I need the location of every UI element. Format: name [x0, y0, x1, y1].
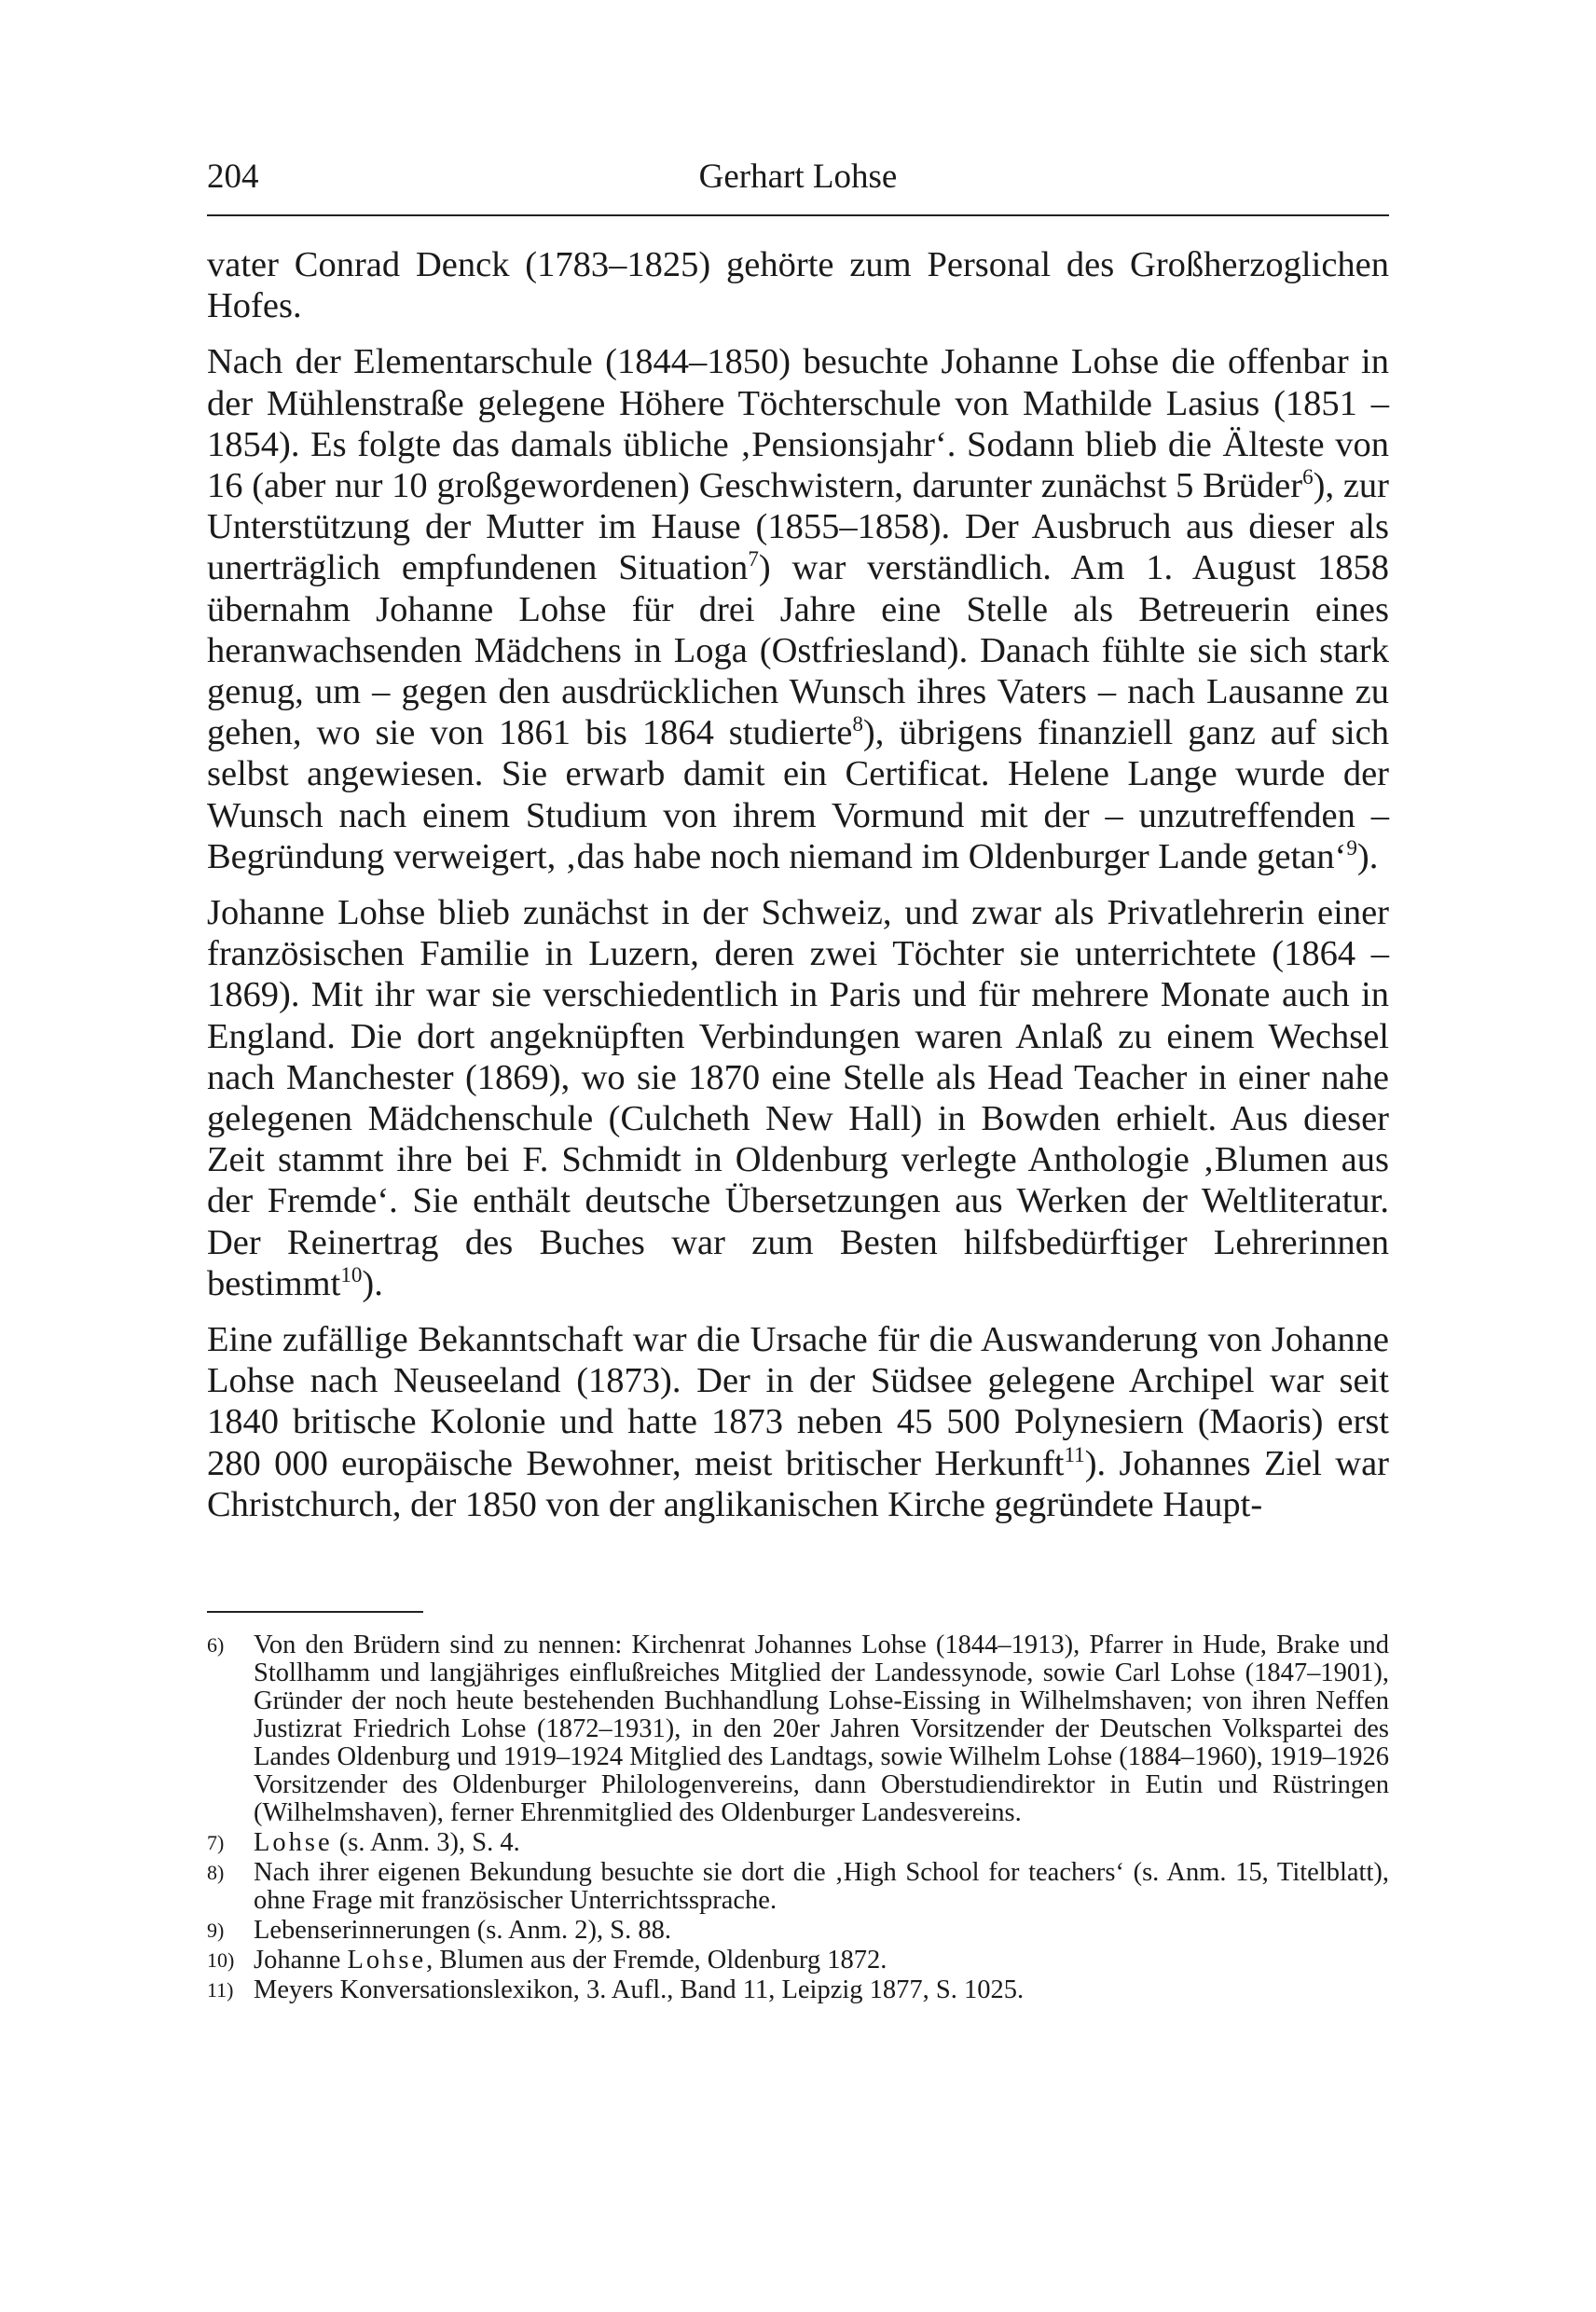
body-text [207, 244, 1389, 1540]
text-run: Meyers Konversationslexikon, 3. Aufl., Band 11, Leipzig 1877, S. 1025. [254, 1975, 1025, 2004]
text-run: ), zur Unterstützung der Mutter im Hause (1855–1858). Der Ausbruch aus dieser als unerträglich empfundenen Situation [207, 466, 1389, 588]
footnote-reference: 9 [1346, 835, 1357, 860]
text-run: Nach ihrer eigenen Bekundung besuchte sie dort die ‚High School for teachers‘ (s. Anm. 15, Titelblatt), ohne Frage mit französischer Unterrichtssprache. [254, 1858, 1389, 1915]
text-run: ). [1356, 836, 1379, 876]
text-run: Johanne Lohse blieb zunächst in der Schweiz, und zwar als Privatlehrerin einer französischen Familie in Luzern, deren zwei Töchter sie unterrichtete (1864 – 1869). Mit ihr war sie verschiedentlich in Paris und für mehrere Monate auch in England. Die dort angeknüpften Verbindungen waren Anlaß zu einem Wechsel nach Manchester (1869), wo sie 1870 eine Stelle als Head Teacher in einer nahe gelegenen Mädchenschule (Culcheth New Hall) in Bowden erhielt. Aus dieser Zeit stammt ihre bei F. Schmidt in Oldenburg verlegte Anthologie ‚Blumen aus der Fremde‘. Sie enthält deutsche Übersetzungen aus Werken der Weltliteratur. Der Reinertrag des Buches war zum Besten hilfsbedürftiger Lehrerinnen bestimmt [207, 893, 1389, 1303]
footnote [207, 1976, 1389, 2004]
footnote [207, 1917, 1389, 1945]
text-run: vater Conrad Denck (1783–1825) gehörte zum Personal des Großherzoglichen Hofes. [207, 245, 1389, 326]
footnote-reference: 6 [1302, 464, 1314, 489]
footnote-number: 10) [207, 1948, 235, 1972]
footnote-number: 11) [207, 1978, 234, 2002]
text-run: Nach der Elementarschule (1844–1850) besuchte Johanne Lohse die offenbar in der Mühlenstraße gelegene Höhere Töchterschule von Mathilde Lasius (1851 – 1854). Es folgte das damals übliche ‚Pensionsjahr‘. Sodann blieb die Älteste von 16 (aber nur 10 großgewordenen) Geschwistern, darunter zunächst 5 Brüder [207, 342, 1389, 506]
paragraph [207, 341, 1389, 877]
footnote-rule [207, 1611, 423, 1613]
text-run: Von den Brüdern sind zu nennen: Kirchenrat Johannes Lohse (1844–1913), Pfarrer in Hude, Brake und Stollhamm und langjähriges einflußreiches Mitglied der Landessynode, sowie Carl Lohse (1847–1901), Gründer der noch heute bestehenden Buchhandlung Lohse-Eissing in Wilhelmshaven; von ihren Neffen Justizrat Friedrich Lohse (1872–1931), in den 20er Jahren Vorsitzender der Deutschen Volkspartei des Landes Oldenburg und 1919–1924 Mitglied des Landtags, sowie Wilhelm Lohse (1884–1960), 1919–1926 Vorsitzender des Oldenburger Philologenvereins, dann Oberstudiendirektor in Eutin und Rüstringen (Wilhelmshaven), ferner Ehrenmitglied des Oldenburger Landesvereins. [254, 1631, 1389, 1827]
footnote [207, 1631, 1389, 1827]
footnote-reference: 11 [1064, 1441, 1085, 1466]
text-run: ) war verständlich. Am 1. August 1858 übernahm Johanne Lohse für drei Jahre eine Stelle als Betreuerin eines heranwachsenden Mädchens in Loga (Ostfriesland). Danach fühlte sie sich stark genug, um – gegen den ausdrücklichen Wunsch ihres Vaters – nach Lausanne zu gehen, wo sie von 1861 bis 1864 studierte [207, 548, 1389, 753]
footnote-reference: 10 [340, 1262, 363, 1287]
text-run: Eine zufällige Bekanntschaft war die Ursache für die Auswanderung von Johanne Lohse nach Neuseeland (1873). Der in der Südsee gelegene Archipel war seit 1840 britische Kolonie und hatte 1873 neben 45 500 Polynesiern (Maoris) erst 280 000 europäische Bewohner, meist britischer Herkunft [207, 1320, 1389, 1483]
text-run: Johanne [254, 1946, 348, 1975]
footnote-reference: 8 [852, 711, 863, 736]
footnote-number: 6) [207, 1633, 225, 1657]
running-head: Gerhart Lohse [698, 158, 898, 196]
text-run: , Blumen aus der Fremde, Oldenburg 1872. [426, 1946, 887, 1975]
header-rule [207, 214, 1389, 216]
footnote [207, 1829, 1389, 1857]
text-run: ). [362, 1263, 383, 1303]
page-number: 204 [207, 158, 259, 196]
paragraph [207, 892, 1389, 1304]
text-run: Lebenserinnerungen (s. Anm. 2), S. 88. [254, 1916, 671, 1945]
footnote-number: 9) [207, 1919, 225, 1942]
footnotes [207, 1631, 1389, 2006]
text-run: ), übrigens finanziell ganz auf sich selbst angewiesen. Sie erwarb damit ein Certificat. Helene Lange wurde der Wunsch nach einem Studium von ihrem Vormund mit der – unzutreffenden – Begründung verweigert, ‚das habe noch niemand im Oldenburger Lande getan‘ [207, 713, 1389, 876]
footnote-number: 8) [207, 1861, 225, 1884]
page-header [207, 157, 1389, 203]
author-name: Lohse [254, 1828, 333, 1857]
paragraph [207, 1319, 1389, 1525]
author-name: Lohse [347, 1946, 427, 1975]
text-run: (s. Anm. 3), S. 4. [332, 1828, 520, 1857]
footnote-number: 7) [207, 1831, 225, 1854]
text-run: ). Johannes Ziel war Christchurch, der 1850 von der anglikanischen Kirche gegründete Haupt- [207, 1443, 1389, 1524]
footnote-reference: 7 [748, 546, 759, 571]
footnote [207, 1859, 1389, 1915]
footnote [207, 1947, 1389, 1975]
paragraph [207, 244, 1389, 326]
